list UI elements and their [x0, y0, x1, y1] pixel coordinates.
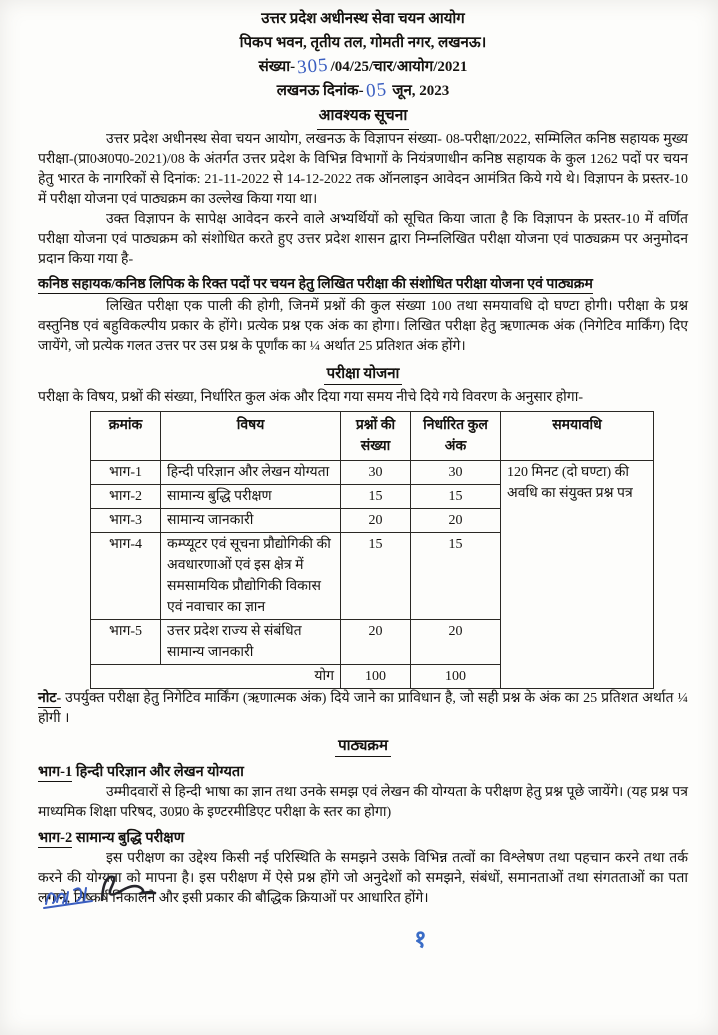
part-cell: भाग-5 — [91, 620, 161, 665]
total-questions-cell: 100 — [341, 665, 411, 689]
handwritten-page-numeral: १ — [413, 926, 428, 954]
signature-scribble-icon — [40, 868, 160, 916]
notice-heading: आवश्यक सूचना — [317, 104, 410, 130]
handwritten-date: 05 — [364, 79, 388, 102]
marks-cell: 20 — [411, 620, 501, 665]
exam-pattern-paragraph: लिखित परीक्षा एक पाली की होगी, जिनमें प्रश्नों की कुल संख्या 100 तथा समयावधि दो घण्टा होगी। परीक्षा के प्रश्न वस्तुनिष्ठ एवं बहुविकल्पीय प्रकार के होंगे। प्रत्येक प्रश्न एक अंक का होगा। लिखित परीक्षा हेतु ऋणात्मक अंक (निगेटिव मार्किंग) दिए जायेंगे, जो प्रत्येक गलत उत्तर पर उस प्रश्न के पूर्णांक का ¼ अर्थात 25 प्रतिशत अंक होंगे। — [38, 299, 688, 354]
questions-cell: 30 — [341, 461, 411, 485]
exam-scheme-table — [90, 411, 654, 689]
date-suffix: जून, 2023 — [388, 83, 450, 99]
duration-cell: 120 मिनट (दो घण्टा) की अवधि का संयुक्त प्रश्न पत्र — [501, 461, 654, 689]
handwritten-signature — [40, 868, 160, 921]
note-text: उपर्युक्त परीक्षा हेतु निगेटिव मार्किंग (ऋणात्मक अंक) दिये जाने का प्राविधान है, जो सही प्रश्न के अंक का 25 प्रतिशत अर्थात ¼ होगी । — [38, 691, 688, 726]
subject-cell: सामान्य जानकारी — [161, 509, 341, 533]
revised-scheme-heading: कनिष्ठ सहायक/कनिष्ठ लिपिक के रिक्त पदों पर चयन हेतु लिखित परीक्षा की संशोधित परीक्षा योजना एवं पाठ्यक्रम — [38, 277, 593, 292]
ref-suffix: /04/25/चार/आयोग/2021 — [330, 59, 468, 75]
place-date-line — [38, 79, 688, 103]
ref-prefix: संख्या- — [258, 59, 296, 75]
part2-paragraph: इस परीक्षण का उद्देश्य किसी नई परिस्थिति के समझने उसके विभिन्न तत्वों का विश्लेषण तथा पहचान करने तथा तर्क करने की योग्यता को मापना है। इस परीक्षण में ऐसे प्रश्न होंगे जो अनुदेशों को समझने, संबंधों, समानताओं तथा संगतताओं का पता लगाने, निष्कर्ष निकालने और इसी प्रकार की बौद्धिक क्रियाओं पर आधारित होंगे। — [38, 851, 688, 906]
part-cell: भाग-3 — [91, 509, 161, 533]
note-paragraph — [38, 689, 688, 729]
col-header-marks: निर्धारित कुल अंक — [411, 412, 501, 461]
part1-label: भाग-1 — [38, 764, 73, 780]
col-header-questions: प्रश्नों की संख्या — [341, 412, 411, 461]
col-header-subject: विषय — [161, 412, 341, 461]
subject-cell: हिन्दी परिज्ञान और लेखन योग्यता — [161, 461, 341, 485]
handwritten-ref-number: 305 — [296, 54, 330, 79]
part-cell: भाग-4 — [91, 533, 161, 620]
marks-cell: 15 — [411, 485, 501, 509]
part2-title: सामान्य बुद्धि परीक्षण — [72, 830, 185, 846]
org-address: पिकप भवन, तृतीय तल, गोमती नगर, लखनऊ। — [239, 35, 487, 51]
reference-number-line — [38, 55, 688, 79]
scheme-heading-wrap — [38, 363, 688, 385]
part2-label: भाग-2 — [38, 830, 73, 846]
part1-paragraph: उम्मीदवारों से हिन्दी भाषा का ज्ञान तथा उनके समझ एवं लेखन की योग्यता के परीक्षण हेतु प्रश्न पूछे जायेंगे। (यह प्रश्न पत्र माध्यमिक शिक्षा परिषद, उ0प्र0 के इण्टरमीडिएट परीक्षा के स्तर का होगा) — [38, 785, 688, 820]
subject-cell: उत्तर प्रदेश राज्य से संबंधित सामान्य जानकारी — [161, 620, 341, 665]
subject-cell: कम्प्यूटर एवं सूचना प्रौद्योगिकी की अवधारणाओं एवं इस क्षेत्र में समसामयिक प्रौद्योगिकी विकास एवं नवाचार का ज्ञान — [161, 533, 341, 620]
second-paragraph: उक्त विज्ञापन के सापेक्ष आवेदन करने वाले अभ्यर्थियों को सूचित किया जाता है कि विज्ञापन के प्रस्तर-10 में वर्णित परीक्षा योजना एवं पाठ्यक्रम को संशोधित करते हुए उत्तर प्रदेश शासन द्वारा निम्नलिखित परीक्षा योजना एवं पाठ्यक्रम पर अनुमोदन प्रदान किया गया है- — [38, 212, 688, 267]
part1-title: हिन्दी परिज्ञान और लेखन योग्यता — [72, 764, 244, 780]
total-marks-cell: 100 — [411, 665, 501, 689]
marks-cell: 20 — [411, 509, 501, 533]
marks-cell: 30 — [411, 461, 501, 485]
table-header-row — [91, 412, 654, 461]
scheme-intro-line: परीक्षा के विषय, प्रश्नों की संख्या, निर्धारित कुल अंक और दिया गया समय नीचे दिये गये विवरण के अनुसार होगा- — [38, 390, 583, 405]
col-header-serial: क्रमांक — [91, 412, 161, 461]
date-prefix: लखनऊ दिनांक- — [276, 83, 364, 99]
scheme-heading: परीक्षा योजना — [324, 363, 403, 385]
letterhead — [38, 7, 688, 130]
syllabus-part1-heading — [38, 762, 688, 783]
syllabus-heading-wrap — [38, 735, 688, 757]
table-row — [91, 461, 654, 485]
col-header-duration: समयावधि — [501, 412, 654, 461]
questions-cell: 20 — [341, 509, 411, 533]
org-name: उत्तर प्रदेश अधीनस्थ सेवा चयन आयोग — [261, 11, 465, 27]
questions-cell: 20 — [341, 620, 411, 665]
subject-cell: सामान्य बुद्धि परीक्षण — [161, 485, 341, 509]
total-label-cell: योग — [91, 665, 341, 689]
part-cell: भाग-2 — [91, 485, 161, 509]
part-cell: भाग-1 — [91, 461, 161, 485]
questions-cell: 15 — [341, 533, 411, 620]
syllabus-part2-heading — [38, 828, 688, 849]
marks-cell: 15 — [411, 533, 501, 620]
questions-cell: 15 — [341, 485, 411, 509]
note-label: नोट- — [38, 691, 62, 706]
intro-paragraph: उत्तर प्रदेश अधीनस्थ सेवा चयन आयोग, लखनऊ के विज्ञापन संख्या- 08-परीक्षा/2022, सम्मिलित कनिष्ठ सहायक मुख्य परीक्षा-(प्रा0अ0प0-2021)/08 के अंतर्गत उत्तर प्रदेश के विभिन्न विभागों के नियंत्रणाधीन कनिष्ठ सहायक के कुल 1262 पदों पर चयन हेतु भारत के नागरिकों से दिनांक: 21-11-2022 से 14-12-2022 तक ऑनलाइन आवेदन आमंत्रित किये गये थे। विज्ञापन के प्रस्तर-10 में परीक्षा योजना एवं पाठ्यक्रम का उल्लेख किया गया था। — [38, 132, 688, 207]
syllabus-heading: पाठ्यक्रम — [335, 735, 391, 757]
